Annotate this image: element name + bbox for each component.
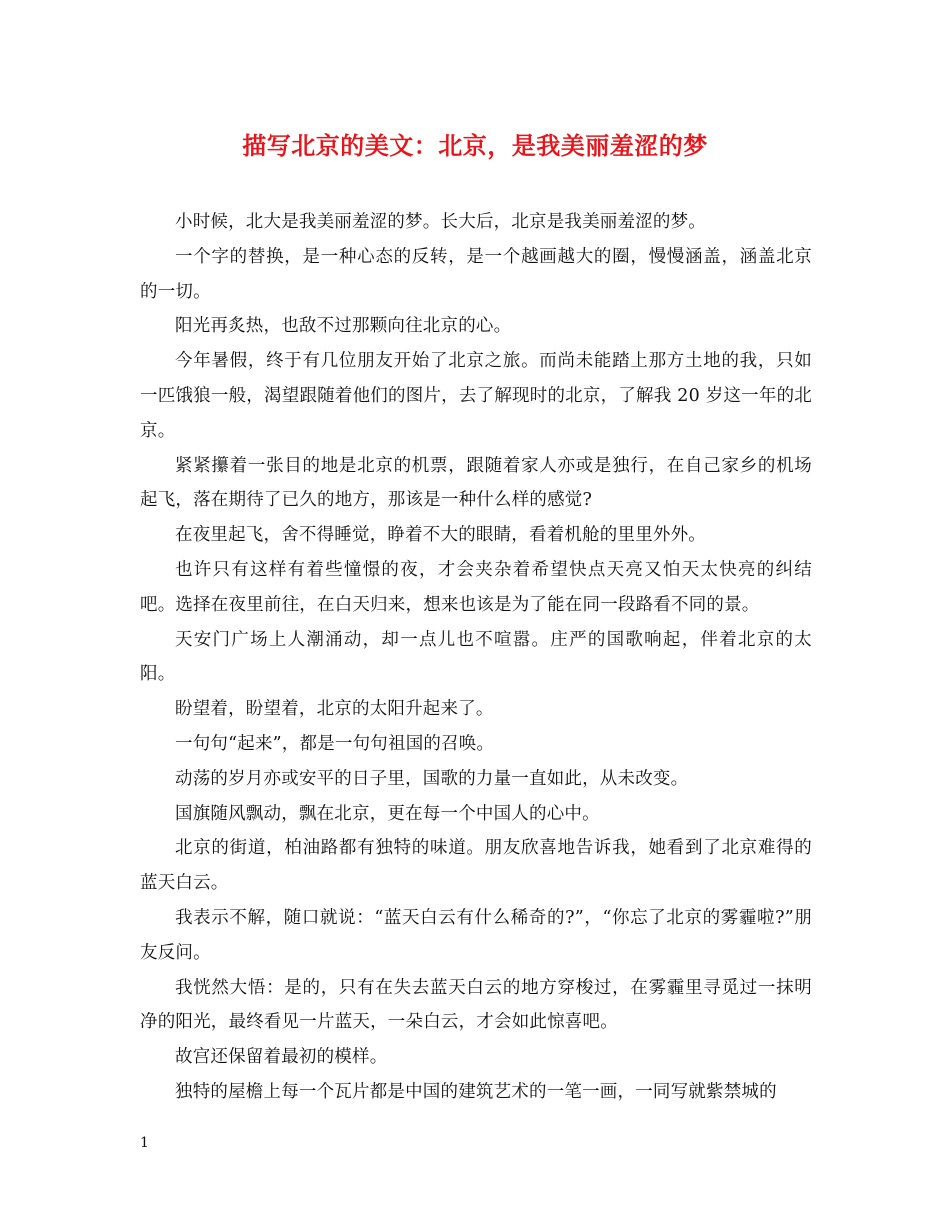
paragraph: 阳光再炙热，也敌不过那颗向往北京的心。 xyxy=(175,316,512,337)
paragraph: 北京的街道，柏油路都有独特的味道。朋友欣喜地告诉我，她看到了北京难得的蓝天白云。 xyxy=(140,838,812,894)
document-title: 描写北京的美文：北京，是我美丽羞涩的梦 xyxy=(242,131,708,160)
paragraph: 动荡的岁月亦或安平的日子里，国歌的力量一直如此，从未改变。 xyxy=(175,768,689,789)
paragraph: 在夜里起飞，舍不得睡觉，睁着不大的眼睛，看着机舱的里里外外。 xyxy=(175,525,706,546)
paragraph: 今年暑假，终于有几位朋友开始了北京之旅。而尚未能踏上那方土地的我，只如一匹饿狼一般，渴望跟随着他们的图片，去了解现时的北京，了解我 20 岁这一年的北京。 xyxy=(140,351,812,441)
paragraph: 国旗随风飘动，飘在北京，更在每一个中国人的心中。 xyxy=(175,803,600,824)
paragraph: 小时候，北大是我美丽羞涩的梦。长大后，北京是我美丽羞涩的梦。 xyxy=(175,212,706,232)
paragraph: 一句句“起来”，都是一句句祖国的召唤。 xyxy=(175,733,495,754)
paragraph: 我表示不解，随口就说：“蓝天白云有什么稀奇的?”，“你忘了北京的雾霾啦?”朋友反问。 xyxy=(140,907,812,963)
paragraph: 紧紧攥着一张目的地是北京的机票，跟随着家人亦或是独行，在自己家乡的机场起飞，落在期待了已久的地方，那该是一种什么样的感觉? xyxy=(140,455,812,511)
paragraph: 我恍然大悟：是的，只有在失去蓝天白云的地方穿梭过，在雾霾里寻觅过一抹明净的阳光，最终看见一片蓝天，一朵白云，才会如此惊喜吧。 xyxy=(140,977,812,1033)
paragraph: 独特的屋檐上每一个瓦片都是中国的建筑艺术的一笔一画，一同写就紫禁城的 xyxy=(175,1081,777,1102)
page-number: 1 xyxy=(140,1135,149,1151)
paragraph: 也许只有这样有着些憧憬的夜，才会夹杂着希望快点天亮又怕天太快亮的纠结吧。选择在夜里前往，在白天归来，想来也该是为了能在同一段路看不同的景。 xyxy=(140,559,812,615)
paragraph: 天安门广场上人潮涌动，却一点儿也不喧嚣。庄严的国歌响起，伴着北京的太阳。 xyxy=(140,629,812,685)
paragraph: 一个字的替换，是一种心态的反转，是一个越画越大的圈，慢慢涵盖，涵盖北京的一切。 xyxy=(140,246,812,302)
document-body xyxy=(140,205,812,1110)
paragraph: 故宫还保留着最初的模样。 xyxy=(175,1047,388,1068)
paragraph: 盼望着，盼望着，北京的太阳升起来了。 xyxy=(175,699,494,720)
